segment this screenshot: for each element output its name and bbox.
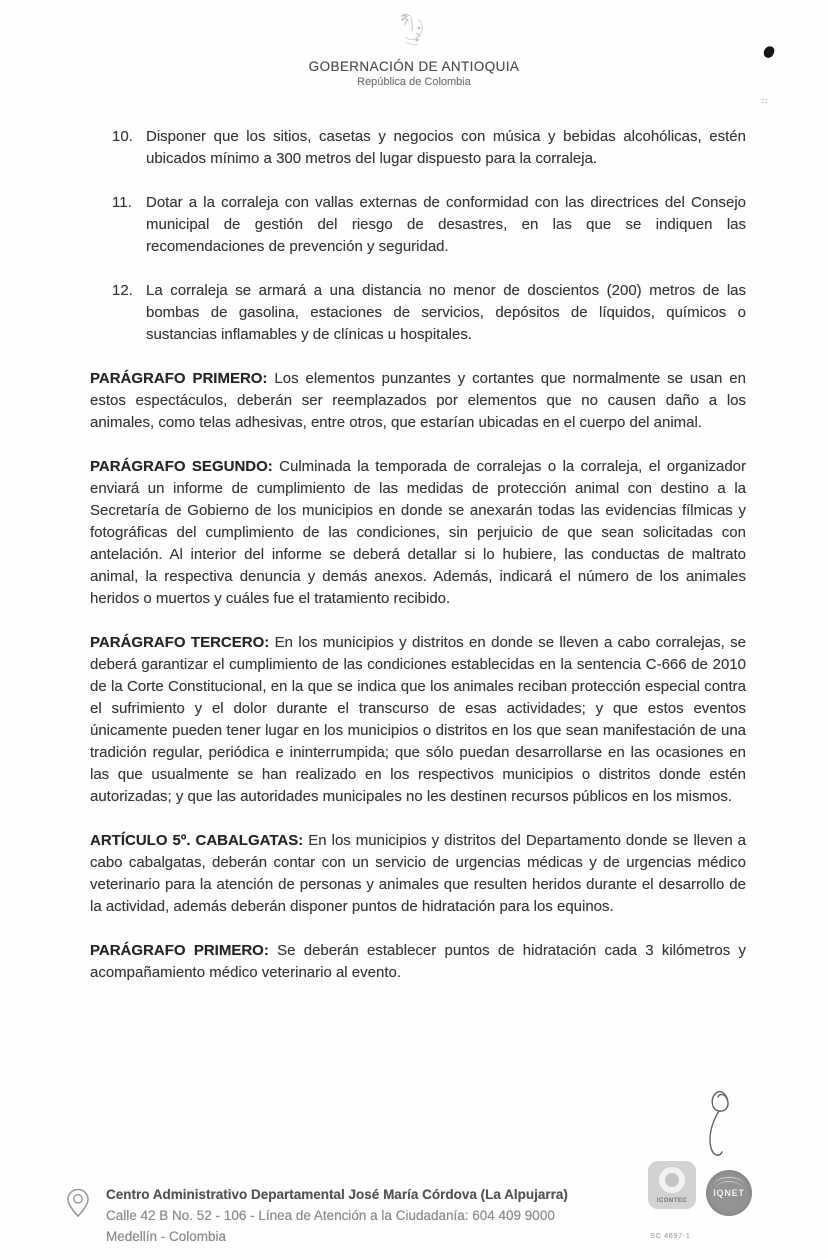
paragraph-articulo-5 [90, 830, 746, 918]
iqnet-logo [706, 1170, 752, 1216]
icontec-label: ICONTEC [656, 1198, 688, 1204]
ink-speck-artifact: ∷ [762, 97, 768, 106]
paragraph-label: PARÁGRAFO TERCERO: [90, 634, 270, 651]
paragraph-paragrafo-segundo [90, 456, 746, 610]
item-text: Disponer que los sitios, casetas y negocios con música y bebidas alcohólicas, estén ubicados mínimo a 300 metros del lugar dispuesto para la corraleja. [146, 128, 746, 167]
icontec-logo [648, 1161, 696, 1209]
footer-address-line2: Calle 42 B No. 52 - 106 - Línea de Atención a la Ciudadanía: 604 409 9000 [106, 1208, 555, 1223]
paragraph-label: PARÁGRAFO SEGUNDO: [90, 458, 273, 475]
footer-address-line1: Centro Administrativo Departamental José María Córdova (La Alpujarra) [106, 1187, 568, 1202]
paragraph-text: Se deberán establecer puntos de hidratación cada 3 kilómetros y acompañamiento médico veterinario al evento. [90, 942, 746, 981]
org-subtitle: República de Colombia [357, 76, 471, 88]
iqnet-label: IQNET [713, 1188, 745, 1198]
antioquia-coat-of-arms-icon [392, 12, 436, 52]
list-item-10 [90, 126, 746, 170]
paragraph-text: Los elementos punzantes y cortantes que normalmente se usan en estos espectáculos, deberán ser reemplazados por elementos que no causen daño a los animales, como telas adhesivas, entre otros, que estarían ubicadas en el cuerpo del animal. [90, 370, 746, 431]
paragraph-text: En los municipios y distritos en donde se lleven a cabo corralejas, se deberá garantizar el cumplimiento de las condiciones establecidas en la sentencia C-666 de 2010 de la Corte Constitucional, en la que se indica que los animales reciban protección especial contra el sufrimiento y el dolor durante el transcurso de esas actividades; y que estos eventos únicamente pueden tener lugar en los municipios o distritos en los que sean manifestación de una tradición regular, periódica e ininterrumpida; que sólo puedan desarrollarse en las ocasiones en las que usualmente se han realizado en los respectivos municipios o distritos donde estén autorizadas; y que las autoridades municipales no les destinen recursos públicos en los mismos. [90, 634, 746, 805]
document-body [90, 126, 746, 1006]
paragraph-text: En los municipios y distritos del Departamento donde se lleven a cabo cabalgatas, deberán contar con un servicio de urgencias médicas y de urgencias médico veterinario para la atención de personas y animales que resulten heridos durante el desarrollo de la actividad, además deberán disponer puntos de hidratación para los equinos. [90, 832, 747, 915]
item-number: 11. [112, 194, 132, 211]
icontec-ring-icon [659, 1167, 685, 1193]
certification-code: SC 4697-1 [650, 1231, 691, 1240]
paragraph-text: Culminada la temporada de corralejas o la corraleja, el organizador enviará un informe de cumplimiento de las medidas de protección animal con destino a la Secretaría de Gobierno de los municipios en donde se anexarán todas las evidencias fílmicas y fotográficas del cumplimiento de las condiciones, sin perjuicio de que sean solicitadas con antelación. Al interior del informe se deberá detallar si lo hubiere, las conductas de maltrato animal, la respectiva denuncia y demás anexos. Además, indicará el número de los animales heridos o muertos y cuáles fue el tratamiento recibido. [90, 458, 746, 607]
paragraph-label: PARÁGRAFO PRIMERO: [90, 942, 269, 959]
map-pin-icon [66, 1188, 90, 1218]
item-number: 12. [112, 282, 133, 299]
handwritten-rubric-mark [694, 1082, 746, 1164]
item-text: La corraleja se armará a una distancia no menor de doscientos (200) metros de las bombas de gasolina, estaciones de servicios, depósitos de líquidos, químicos o sustancias inflamables y de clínicas u hospitales. [146, 282, 746, 343]
list-item-12 [90, 280, 746, 346]
article-label: ARTÍCULO 5º. CABALGATAS: [90, 832, 304, 849]
footer-address-line3: Medellín - Colombia [106, 1229, 227, 1244]
footer-address-block [66, 1184, 626, 1247]
item-text: Dotar a la corraleja con vallas externas de conformidad con las directrices del Consejo municipal de gestión del riesgo de desastres, en las que se indiquen las recomendaciones de prevención y seguridad. [146, 194, 746, 255]
paragraph-label: PARÁGRAFO PRIMERO: [90, 370, 268, 387]
item-number: 10. [112, 128, 133, 145]
letterhead [0, 12, 828, 88]
paragraph-paragrafo-primero-2 [90, 940, 746, 984]
paragraph-paragrafo-primero [90, 368, 746, 434]
org-title: GOBERNACIÓN DE ANTIOQUIA [308, 59, 520, 74]
paragraph-paragrafo-tercero [90, 632, 746, 808]
list-item-11 [90, 192, 746, 258]
